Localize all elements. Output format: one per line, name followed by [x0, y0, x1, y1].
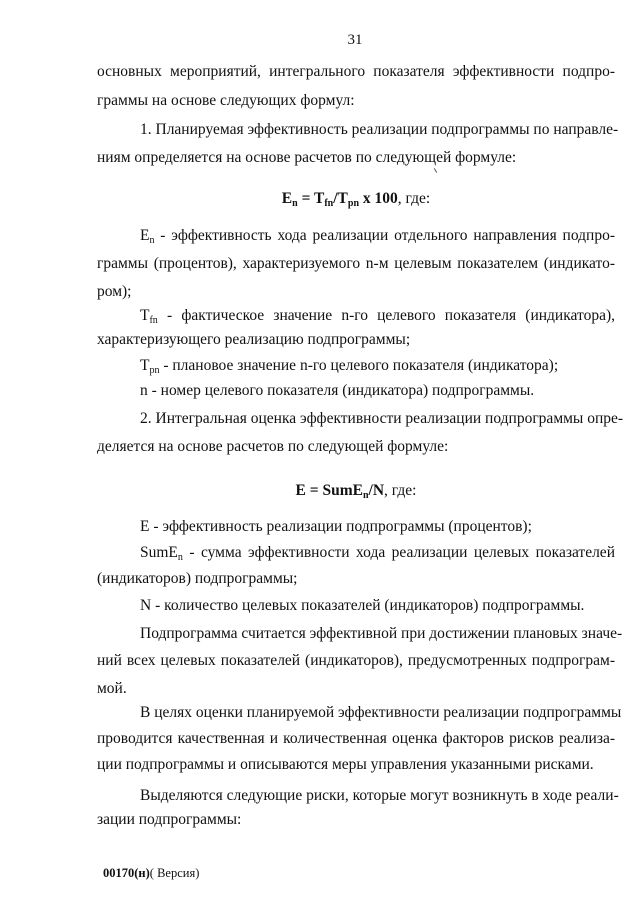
formula-subscript: n	[362, 490, 369, 501]
definition-text: - фактическое значение n-го целевого показателя (индикатора),	[157, 307, 615, 324]
text-line: зации подпрограммы:	[97, 811, 242, 828]
formula-subscript: pn	[347, 198, 360, 209]
definition-line: характеризующего реализацию подпрограммы;	[97, 331, 411, 348]
definition-line: граммы (процентов), характеризуемого n-м целевым показателем (индикато-	[97, 255, 615, 272]
document-version-label: ( Версия)	[149, 866, 200, 880]
document-code: 00170(н)	[103, 866, 150, 880]
text-line: граммы на основе следующих формул:	[97, 92, 355, 109]
definition-subscript: n	[149, 235, 155, 246]
page-number: 31	[347, 32, 363, 48]
definition-line	[140, 356, 615, 376]
definition-line: n - номер целевого показателя (индикатора) подпрограммы.	[140, 382, 535, 399]
text-line: деляется на основе расчетов по следующей формуле:	[97, 438, 449, 455]
text-line: 1. Планируемая эффективность реализации подпрограммы по направле-	[140, 121, 619, 138]
definition-line: ром);	[97, 283, 132, 300]
definition-line	[140, 306, 615, 326]
definition-line: E - эффективность реализации подпрограммы (процентов);	[140, 518, 532, 535]
formula-part: = T	[297, 190, 325, 207]
formula-part: /N	[368, 482, 385, 499]
formula-part: /T	[333, 190, 348, 207]
text-line: проводится качественная и количественная оценка факторов рисков реализа-	[97, 730, 615, 747]
document-footer	[103, 866, 199, 881]
definition-subscript: pn	[149, 365, 160, 376]
definition-line: N - количество целевых показателей (индикаторов) подпрограммы.	[140, 597, 585, 614]
definition-subscript: n	[177, 552, 183, 563]
text-line: ции подпрограммы и описываются меры управления указанными рисками.	[97, 756, 594, 773]
definition-symbol: E	[140, 227, 150, 244]
text-line: Выделяются следующие риски, которые могут возникнуть в ходе реали-	[140, 787, 619, 804]
formula-symbol: E	[281, 190, 293, 207]
formula-efficiency-direction	[97, 189, 615, 209]
definition-text: - эффективность хода реализации отдельного направления подпро-	[154, 227, 615, 244]
definition-text: - сумма эффективности хода реализации целевых показателей	[182, 544, 615, 561]
text-line: ний всех целевых показателей (индикаторов), предусмотренных подпрограм-	[97, 652, 615, 669]
text-line: основных мероприятий, интегрального показателя эффективности подпро-	[97, 63, 615, 80]
definition-line	[140, 543, 615, 563]
text-line: ниям определяется на основе расчетов по следующей формуле:	[97, 149, 517, 166]
text-line: Подпрограмма считается эффективной при достижении плановых значе-	[140, 625, 623, 642]
formula-integral-efficiency	[97, 481, 615, 501]
definition-symbol: T	[140, 307, 150, 324]
scan-speck	[434, 168, 437, 173]
text-line: В целях оценки планируемой эффективности реализации подпрограммы	[140, 704, 622, 721]
formula-tail: , где:	[397, 190, 431, 207]
formula-part: E = SumE	[295, 482, 363, 499]
definition-text: - плановое значение n-го целевого показателя (индикатора);	[159, 357, 559, 374]
formula-subscript: fn	[324, 198, 334, 209]
definition-line: (индикаторов) подпрограммы;	[97, 570, 298, 587]
definition-line	[140, 226, 615, 246]
text-line: 2. Интегральная оценка эффективности реализации подпрограммы опре-	[140, 410, 624, 427]
text-line: мой.	[97, 680, 127, 697]
formula-tail: , где:	[384, 482, 417, 499]
formula-subscript: n	[292, 198, 298, 209]
definition-symbol: SumE	[140, 544, 178, 561]
definition-symbol: T	[140, 357, 150, 374]
definition-subscript: fn	[149, 315, 158, 326]
formula-part: x 100	[359, 190, 398, 207]
